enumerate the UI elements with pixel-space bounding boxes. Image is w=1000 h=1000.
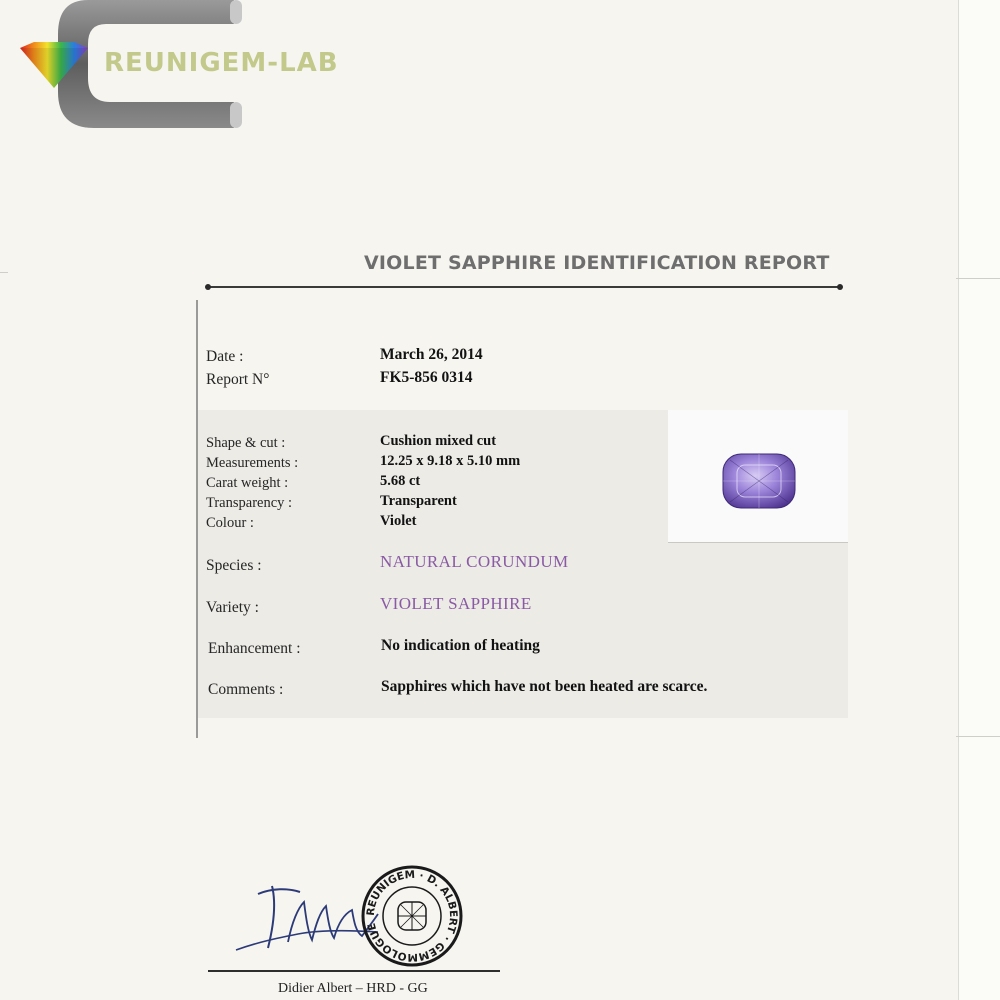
carat-value: 5.68 ct (380, 473, 421, 489)
enhancement-label: Enhancement : (208, 640, 301, 657)
fold-mark (0, 272, 8, 273)
measurements-value: 12.25 x 9.18 x 5.10 mm (380, 453, 521, 469)
shape-value: Cushion mixed cut (380, 433, 497, 449)
carat-label: Carat weight : (206, 475, 289, 491)
lab-name: REUNIGEM-LAB (104, 48, 339, 78)
gemmologist-seal-stamp (360, 864, 464, 968)
fold-mark (956, 736, 1000, 737)
transparency-value: Transparent (380, 493, 457, 509)
comments-value: Sapphires which have not been heated are scarce. (381, 678, 708, 695)
colour-label: Colour : (206, 515, 254, 531)
report-title: VIOLET SAPPHIRE IDENTIFICATION REPORT (364, 252, 830, 274)
variety-value: VIOLET SAPPHIRE (380, 594, 532, 613)
species-value: NATURAL CORUNDUM (380, 552, 569, 571)
signature-line (208, 970, 500, 972)
comments-label: Comments : (208, 681, 284, 698)
species-label: Species : (206, 557, 262, 574)
date-label: Date : (206, 348, 244, 365)
signer-name: Didier Albert – HRD - GG (278, 981, 428, 996)
enhancement-value: No indication of heating (381, 637, 540, 654)
date-value: March 26, 2014 (380, 346, 483, 363)
report-no-label: Report N° (206, 371, 270, 388)
page-edge (958, 0, 1000, 1000)
transparency-label: Transparency : (206, 495, 293, 511)
title-underline (208, 286, 840, 288)
measurements-label: Measurements : (206, 455, 299, 471)
variety-label: Variety : (206, 599, 259, 616)
sapphire-gem-image (720, 448, 798, 514)
report-no-value: FK5-856 0314 (380, 369, 473, 386)
gem-photo (668, 410, 848, 543)
svg-text:REUNIGEM · D. ALBERT · GEMMOLO: REUNIGEM · D. ALBERT · GEMMOLOGUE (364, 868, 460, 964)
colour-value: Violet (380, 513, 417, 529)
shape-label: Shape & cut : (206, 435, 286, 451)
rainbow-diamond-icon (18, 40, 90, 90)
fold-mark (956, 278, 1000, 279)
